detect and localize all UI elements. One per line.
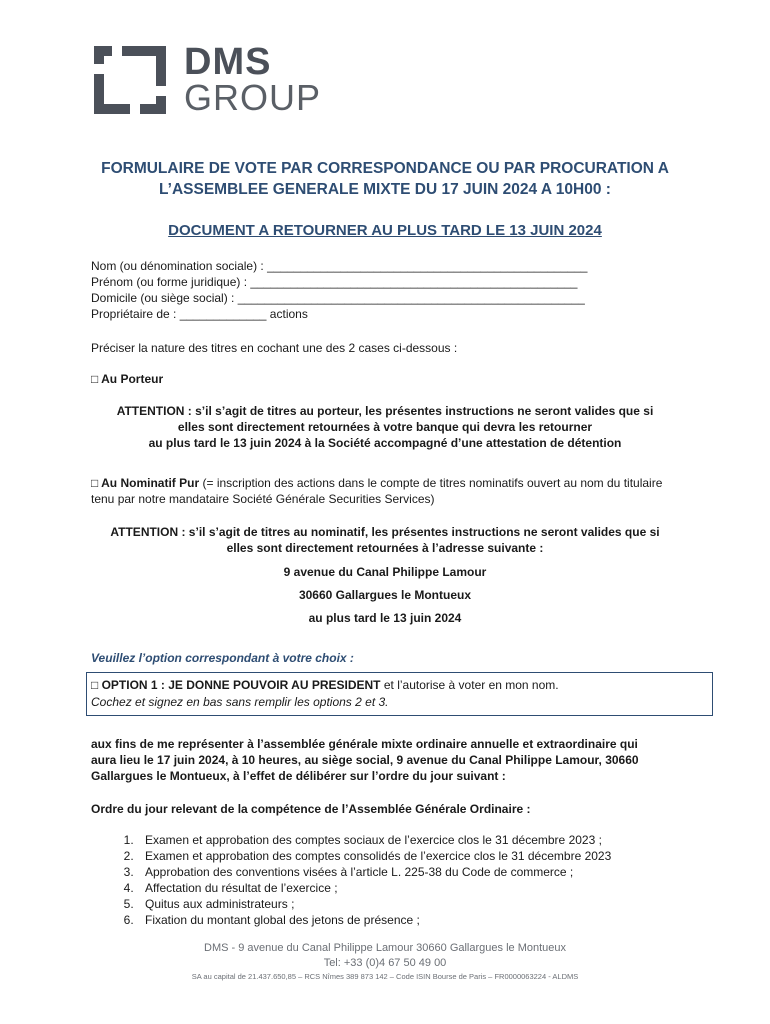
page-title [60, 158, 710, 200]
checkbox-option-1[interactable]: □ OPTION 1 : JE DONNE POUVOIR AU PRESIDENT [91, 678, 381, 692]
purpose-line-2: aura lieu le 17 juin 2024, à 10 heures, au siège social, 9 avenue du Canal Philippe Lamour, 30660 [91, 753, 639, 767]
agenda-list [91, 832, 611, 928]
purpose-line-1: aux fins de me représenter à l’assemblée générale mixte ordinaire annuelle et extraordinaire qui [91, 737, 638, 751]
option-1-line [91, 677, 559, 693]
instruction-text: Préciser la nature des titres en cochant une des 2 cases ci-dessous : [91, 341, 458, 355]
list-item: 2. Examen et approbation des comptes consolidés de l’exercice clos le 31 décembre 2023 [137, 848, 611, 864]
agenda-heading: Ordre du jour relevant de la compétence de l’Assemblée Générale Ordinaire : [91, 802, 531, 816]
nominatif-desc-1: (= inscription des actions dans le compte de titres nominatifs ouvert au nom du titulaire [199, 476, 663, 490]
list-item: 3. Approbation des conventions visées à l’article L. 225-38 du Code de commerce ; [137, 864, 611, 880]
choice-prompt: Veuillez l’option correspondant à votre choix : [91, 651, 354, 665]
title-line-2: L’ASSEMBLEE GENERALE MIXTE DU 17 JUIN 2024 A 10H00 : [159, 181, 611, 198]
porteur-warning-line-2: elles sont directement retournées à votre banque qui devra les retourner [177, 420, 593, 434]
nominatif-option [91, 475, 662, 491]
porteur-warning-line-3: au plus tard le 13 juin 2024 à la Société accompagné d’une attestation de détention [148, 436, 622, 450]
list-item: 1. Examen et approbation des comptes sociaux de l’exercice clos le 31 décembre 2023 ; [137, 832, 611, 848]
logo-dms-text: DMS [184, 41, 272, 83]
address-line-2: 30660 Gallargues le Montueux [298, 588, 472, 602]
dms-group-logo [90, 42, 330, 118]
field-prenom: Prénom (ou forme juridique) : _________________________________________________ [91, 275, 578, 289]
footer-legal: SA au capital de 21.437.650,85 – RCS Nîmes 389 873 142 – Code ISIN Bourse de Paris – FR0000063224 - ALDMS [191, 972, 579, 981]
footer-address: DMS - 9 avenue du Canal Philippe Lamour 30660 Gallargues le Montueux [204, 942, 566, 954]
option-1-note: Cochez et signez en bas sans remplir les options 2 et 3. [91, 695, 389, 709]
list-item: 6. Fixation du montant global des jetons de présence ; [137, 912, 611, 928]
nominatif-desc-2: tenu par notre mandataire Société Générale Securities Services) [91, 492, 435, 506]
list-item: 4. Affectation du résultat de l’exercice ; [137, 880, 611, 896]
nominatif-deadline: au plus tard le 13 juin 2024 [308, 611, 462, 625]
option-1-rest: et l’autorise à voter en mon nom. [380, 678, 559, 692]
field-domicile: Domicile (ou siège social) : ____________________________________________________ [91, 291, 585, 305]
footer-phone: Tel: +33 (0)4 67 50 49 00 [323, 957, 447, 969]
checkbox-au-porteur[interactable]: □ Au Porteur [91, 372, 164, 386]
field-nom: Nom (ou dénomination sociale) : ________________________________________________ [91, 259, 588, 273]
list-item: 5. Quitus aux administrateurs ; [137, 896, 611, 912]
field-proprietaire: Propriétaire de : _____________ actions [91, 307, 308, 321]
logo-mark-icon [90, 42, 170, 118]
purpose-line-3: Gallargues le Montueux, à l’effet de délibérer sur l’ordre du jour suivant : [91, 769, 506, 783]
logo-group-text: GROUP [184, 77, 322, 118]
nominatif-warning-line-2: elles sont directement retournées à l’adresse suivante : [226, 541, 544, 555]
return-deadline-heading: DOCUMENT A RETOURNER AU PLUS TARD LE 13 JUIN 2024 [168, 222, 602, 239]
title-line-1: FORMULAIRE DE VOTE PAR CORRESPONDANCE OU PAR PROCURATION A [101, 160, 669, 177]
nominatif-warning-line-1: ATTENTION : s’il s’agit de titres au nominatif, les présentes instructions ne seront valides que si [110, 525, 660, 539]
checkbox-au-nominatif[interactable]: □ Au Nominatif Pur [91, 476, 200, 490]
porteur-warning-line-1: ATTENTION : s’il s’agit de titres au porteur, les présentes instructions ne seront valides que si [116, 404, 654, 418]
address-line-1: 9 avenue du Canal Philippe Lamour [283, 565, 487, 579]
